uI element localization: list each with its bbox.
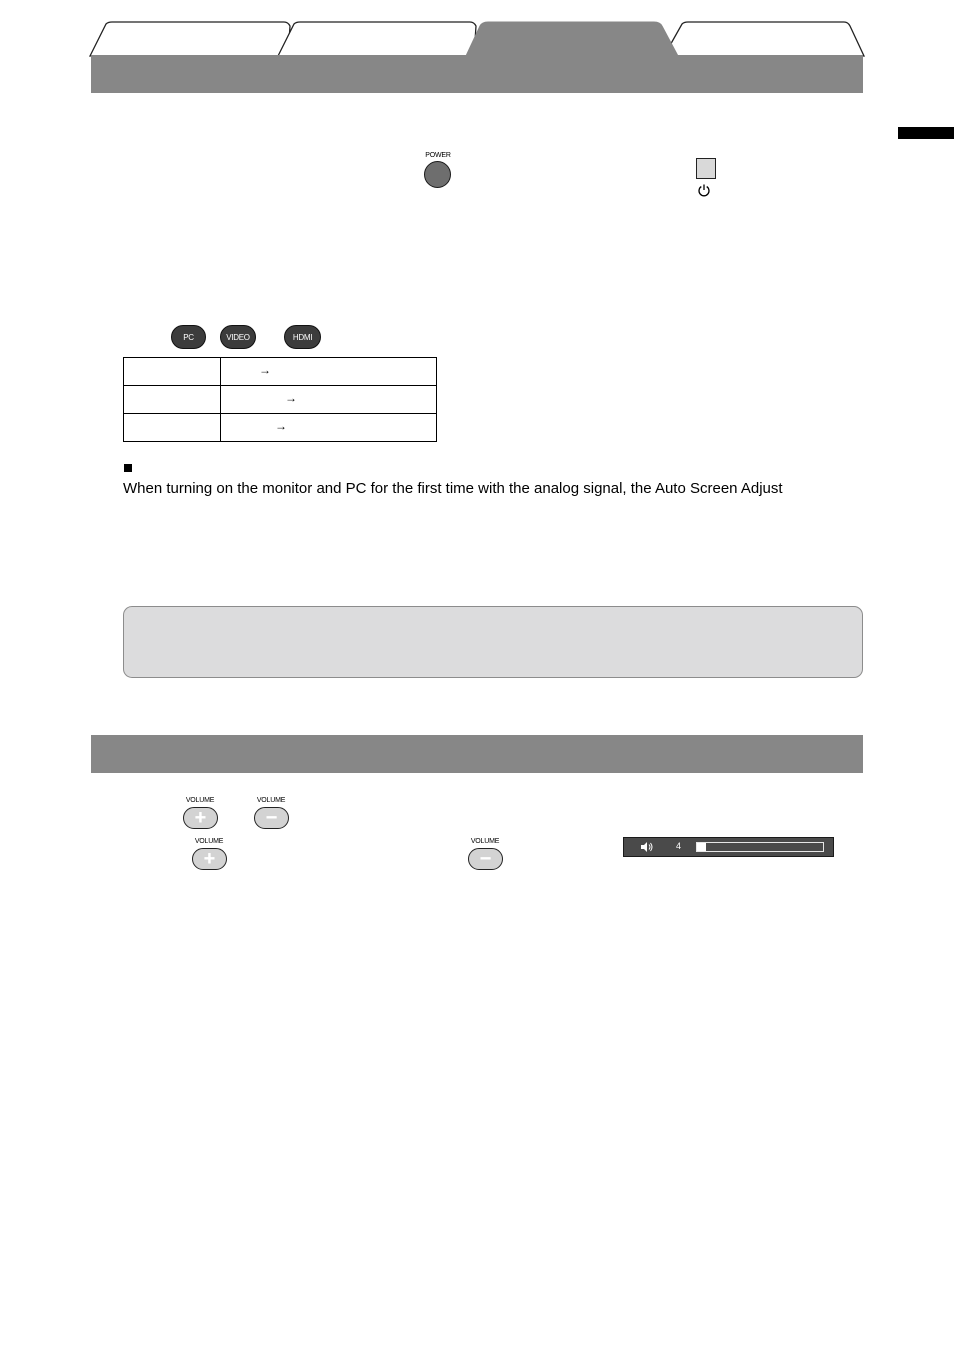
chapter-header-bar [91, 55, 863, 93]
pc-button[interactable]: PC [171, 325, 206, 349]
input-signal-table [123, 357, 437, 442]
front-power-switch[interactable] [696, 158, 716, 179]
tab-1[interactable] [90, 22, 290, 56]
volume-minus-label-2: VOLUME [470, 838, 500, 845]
table-cell [124, 358, 221, 386]
volume-plus-button-2[interactable] [192, 848, 227, 870]
table-row [124, 414, 437, 442]
table-cell [124, 386, 221, 414]
plus-icon: + [203, 848, 216, 870]
language-side-mark [898, 127, 954, 139]
table-cell [221, 386, 437, 414]
arrow: → [259, 363, 271, 377]
tab-2[interactable] [278, 22, 476, 56]
volume-level-fill [697, 843, 706, 851]
arrow: → [285, 391, 297, 405]
arrow: → [275, 419, 287, 433]
table-cell [221, 414, 437, 442]
table-cell [221, 358, 437, 386]
table-row [124, 358, 437, 386]
table-row [124, 386, 437, 414]
video-button[interactable]: VIDEO [220, 325, 256, 349]
volume-plus-button[interactable] [183, 807, 218, 829]
power-button-label: POWER [425, 152, 451, 159]
minus-icon: − [479, 848, 492, 870]
table-cell [124, 414, 221, 442]
volume-minus-label: VOLUME [256, 797, 286, 804]
section-header-bar [91, 735, 863, 773]
power-button[interactable] [424, 161, 451, 188]
minus-icon: − [265, 807, 278, 829]
volume-plus-label: VOLUME [185, 797, 215, 804]
plus-icon: + [194, 807, 207, 829]
note-box [123, 606, 863, 678]
volume-minus-button-2[interactable] [468, 848, 503, 870]
tab-3-active[interactable] [466, 22, 678, 56]
volume-value: 4 [676, 841, 682, 851]
tab-4[interactable] [664, 22, 864, 56]
square-bullet-icon [124, 464, 132, 472]
auto-adjust-paragraph: When turning on the monitor and PC for the first time with the analog signal, the Auto Screen Adjust [123, 480, 783, 497]
volume-plus-label-2: VOLUME [194, 838, 224, 845]
volume-level-bar [696, 842, 824, 852]
speaker-icon [640, 841, 654, 853]
hdmi-button[interactable]: HDMI [284, 325, 321, 349]
chapter-tabs [88, 20, 868, 60]
power-icon [697, 183, 711, 197]
volume-minus-button[interactable] [254, 807, 289, 829]
volume-osd [623, 837, 834, 857]
